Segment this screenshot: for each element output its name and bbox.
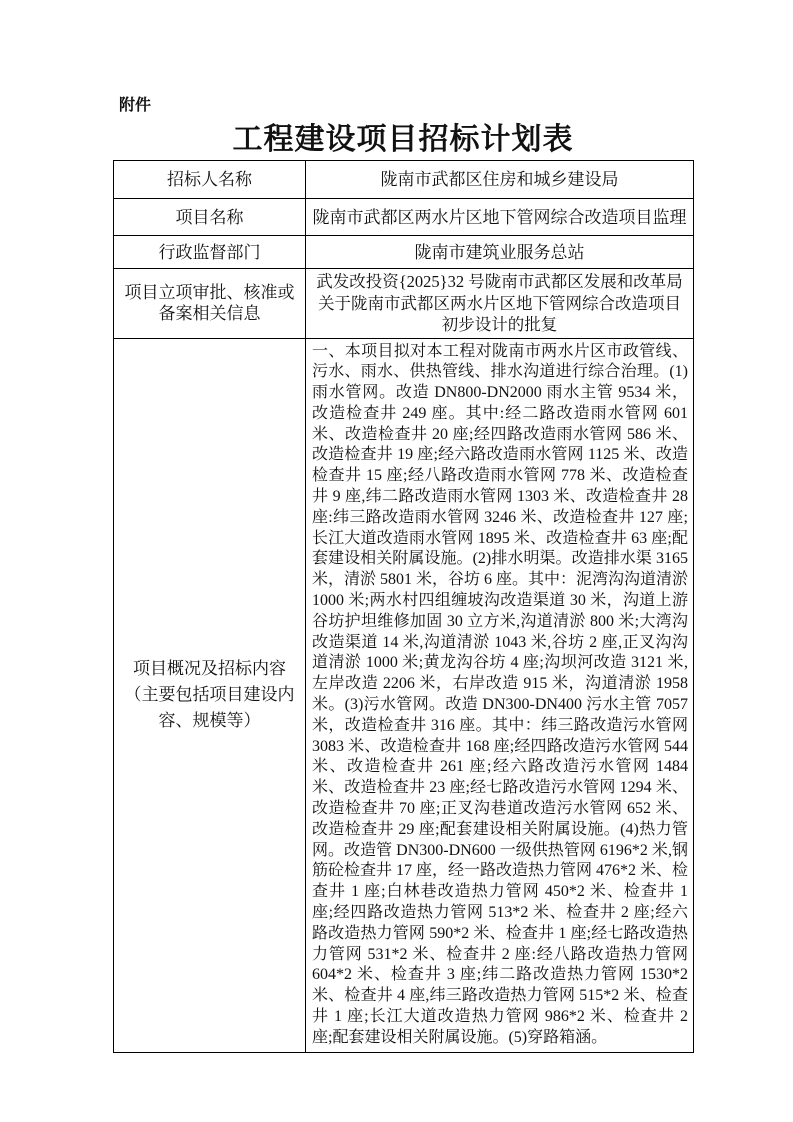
approval-info-label: 项目立项审批、核准或备案相关信息: [114, 269, 306, 339]
project-name-label: 项目名称: [114, 199, 306, 236]
table-row-project-name: [114, 199, 694, 236]
bidding-plan-table: [113, 160, 694, 1053]
supervising-department-label: 行政监督部门: [114, 236, 306, 269]
bidder-name-value: 陇南市武都区住房和城乡建设局: [306, 161, 694, 199]
supervising-department-value: 陇南市建筑业服务总站: [306, 236, 694, 269]
project-name-value: 陇南市武都区两水片区地下管网综合改造项目监理: [306, 199, 694, 236]
attachment-label: 附件: [119, 97, 152, 114]
bidder-name-label: 招标人名称: [114, 161, 306, 199]
table-row-supervising-department: [114, 236, 694, 269]
project-overview-value: 一、本项目拟对本工程对陇南市两水片区市政管线、污水、雨水、供热管线、排水沟道进行综合治理。(1)雨水管网。改造 DN800-DN2000 雨水主管 9534 米，改造检查井 249 座。其中:经二路改造雨水管网 601 米、改造检查井 20 座;经四路改造雨水管网 586 米、改造检查井 19 座;经六路改造雨水管网 1125 米、改造检查井 15 座;经八路改造雨水管网 778 米、改造检查井 9 座,纬二路改造雨水管网 1303 米、改造检查井 28 座:纬三路改造雨水管网 3246 米、改造检查井 127 座;长江大道改造雨水管网 1895 米、改造检查井 63 座;配套建设相关附属设施。(2)排水明渠。改造排水渠 3165 米，清淤 5801 米，谷坊 6 座。其中：泥湾沟沟道清淤 1000 米;两水村四组缠坡沟改造渠道 30 米，沟道上游谷坊护坦维修加固 30 立方米,沟道清淤 800 米;大湾沟改造渠道 14 米,沟道清淤 1043 米,谷坊 2 座,正叉沟沟道清淤 1000 米;黄龙沟谷坊 4 座;沟坝河改造 3121 米,左岸改造 2206 米，右岸改造 915 米，沟道清淤 1958 米。(3)污水管网。改造 DN300-DN400 污水主管 7057 米，改造检查井 316 座。其中：纬三路改造污水管网 3083 米、改造检查井 168 座;经四路改造污水管网 544 米、改造检查井 261 座;经六路改造污水管网 1484 米、改造检查井 23 座;经七路改造污水管网 1294 米、改造检查井 70 座;正叉沟巷道改造污水管网 652 米、改造检查井 29 座;配套建设相关附属设施。(4)热力管网。改造管 DN300-DN600 一级供热管网 6196*2 米,钢筋砼检查井 17 座，经一路改造热力管网 476*2 米、检查井 1 座;白林巷改造热力管网 450*2 米、检查井 1 座;经四路改造热力管网 513*2 米、检查井 2 座;经六路改造热力管网 590*2 米、检查井 1 座;经七路改造热力管网 531*2 米、检查井 2 座:经八路改造热力管网 604*2 米、检查井 3 座;纬二路改造热力管网 1530*2 米、检查井 4 座,纬三路改造热力管网 515*2 米、检查井 1 座;长江大道改造热力管网 986*2 米、检查井 2 座;配套建设相关附属设施。(5)穿路箱涵。: [306, 338, 694, 1052]
page-title: 工程建设项目招标计划表: [232, 123, 574, 156]
table-row-approval-info: [114, 269, 694, 339]
table-row-bidder-name: [114, 161, 694, 199]
approval-info-value: 武发改投资{2025}32 号陇南市武都区发展和改革局关于陇南市武都区两水片区地下管网综合改造项目初步设计的批复: [306, 269, 694, 339]
project-overview-label: 项目概况及招标内容（主要包括项目建设内容、规模等）: [114, 338, 306, 1052]
table-row-project-overview: [114, 338, 694, 1052]
